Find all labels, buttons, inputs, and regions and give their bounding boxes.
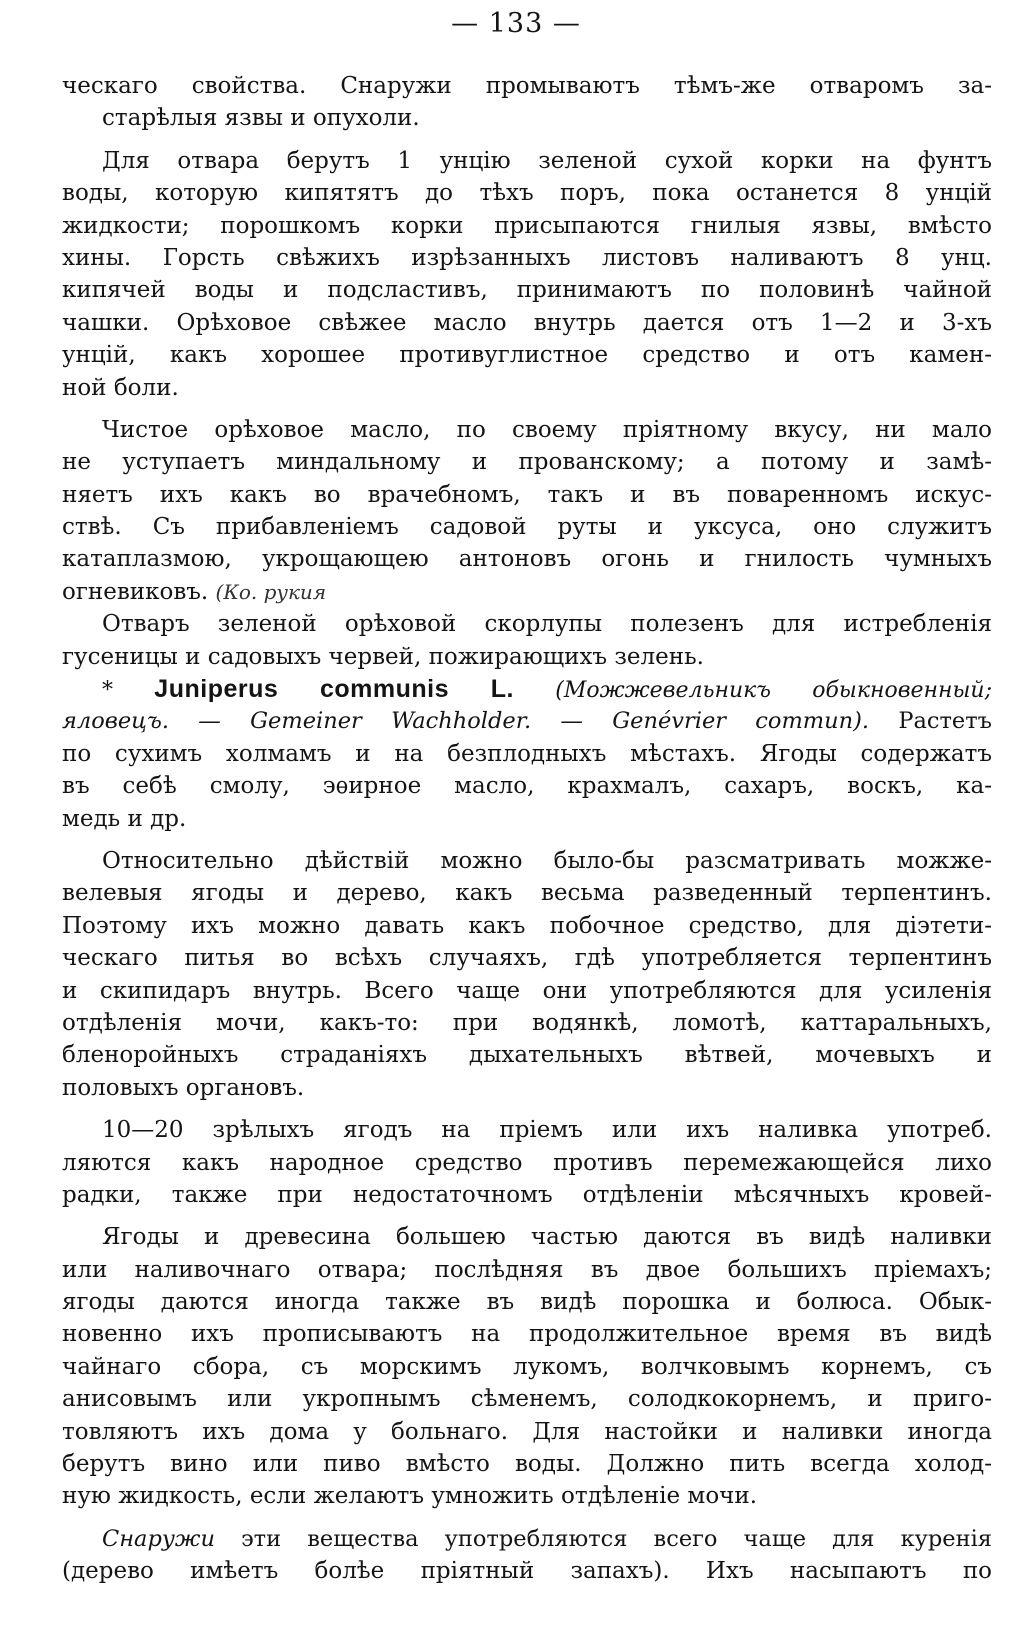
text-line: Для отвара берутъ 1 унцію зеленой сухой корки на фунтъ xyxy=(102,147,992,174)
paragraph xyxy=(62,845,992,1104)
species-synonyms: яловецъ. — Gemeiner Wachholder. — Genévrier commun). xyxy=(62,708,870,735)
handwritten-note: (Ко. рукия xyxy=(215,579,327,604)
text-line: ной боли. xyxy=(62,374,179,401)
text-line: Поэтому ихъ можно давать какъ побочное средство, для діэтети- xyxy=(62,912,992,939)
page-number: — 133 — xyxy=(451,8,581,39)
text-line xyxy=(62,705,992,737)
text-line: анисовымъ или укропнымъ сѣменемъ, солодкокорнемъ, и приго- xyxy=(62,1386,992,1413)
text-line: ческаго питья во всѣхъ случаяхъ, гдѣ употребляется терпентинъ xyxy=(62,945,992,972)
text-line: няетъ ихъ какъ во врачебномъ, такъ и въ поваренномъ искус- xyxy=(62,481,992,508)
text-line: радки, также при недостаточномъ отдѣленіи мѣсячныхъ кровей- xyxy=(62,1181,992,1208)
text-line xyxy=(62,1523,992,1555)
paragraph xyxy=(62,145,992,404)
line-text: Растетъ xyxy=(898,708,992,735)
text-line: Ягоды и древесина большею частью даются въ видѣ наливки xyxy=(102,1224,992,1251)
text-line: Относительно дѣйствій можно было-бы разсматривать можже- xyxy=(102,847,992,874)
paragraph xyxy=(62,1114,992,1211)
text-line: чайнаго сбора, съ морскимъ лукомъ, волчковымъ корнемъ, съ xyxy=(62,1353,992,1380)
text-line: воды, которую кипятятъ до тѣхъ поръ, пока останется 8 унцій xyxy=(62,180,992,207)
text-line: и скипидаръ внутрь. Всего чаще они употребляются для усиленія xyxy=(62,977,992,1004)
paragraph xyxy=(62,608,992,673)
text-line: хины. Горсть свѣжихъ изрѣзанныхъ листовъ наливаютъ 8 унц. xyxy=(62,244,992,271)
text-line: товляютъ ихъ дома у больнаго. Для настойки и наливки иногда xyxy=(62,1418,992,1445)
paragraph xyxy=(62,1221,992,1513)
text-line: кипячей воды и подсластивъ, принимаютъ по половинѣ чайной xyxy=(62,277,992,304)
text-line: катаплазмою, укрощающею антоновъ огонь и гнилость чумныхъ xyxy=(62,546,992,573)
asterisk-marker: * xyxy=(102,678,113,704)
text-line: половыхъ органовъ. xyxy=(62,1074,305,1101)
text-line: Чистое орѣховое масло, по своему пріятному вкусу, ни мало xyxy=(102,416,992,443)
text-line: унцій, какъ хорошее противуглистное средство и отъ камен- xyxy=(62,342,992,369)
text-line: или наливочнаго отвара; послѣдняя въ двое большихъ пріемахъ; xyxy=(62,1256,992,1283)
text-line xyxy=(62,576,992,608)
text-line: велевыя ягоды и дерево, какъ весьма разведенный терпентинъ. xyxy=(62,880,992,907)
paragraph xyxy=(62,414,992,608)
species-vernacular-name: (Можжевельникъ обыкновенный; xyxy=(555,678,992,704)
emphasis-word: Снаружи xyxy=(102,1525,215,1552)
text-line: Отваръ зеленой орѣховой скорлупы полезенъ для истребленія xyxy=(102,611,992,638)
text-line: ствѣ. Съ прибавленіемъ садовой руты и уксуса, оно служитъ xyxy=(62,514,992,541)
text-line: отдѣленія мочи, какъ-то: при водянкѣ, ломотѣ, каттаральныхъ, xyxy=(62,1009,992,1036)
text-line: по сухимъ холмамъ и на безплодныхъ мѣстахъ. Ягоды содержатъ xyxy=(62,740,992,767)
text-line: ную жидкость, если желаютъ умножить отдѣленіе мочи. xyxy=(62,1483,758,1510)
text-line: чашки. Орѣховое свѣжее масло внутрь дается отъ 1—2 и 3-хъ xyxy=(62,309,992,336)
line-text: огневиковъ. xyxy=(62,578,209,605)
text-line: старѣлыя язвы и опухоли. xyxy=(102,105,420,132)
paragraph xyxy=(62,1523,992,1588)
text-line: жидкости; порошкомъ корки присыпаются гнилыя язвы, вмѣсто xyxy=(62,212,992,239)
text-line: бленоройныхъ страданіяхъ дыхательныхъ вѣтвей, мочевыхъ и xyxy=(62,1042,992,1069)
text-line: ягоды даются иногда также въ видѣ порошка и болюса. Обык- xyxy=(62,1289,992,1316)
species-entry xyxy=(62,673,992,835)
text-line: въ себѣ смолу, эѳирное масло, крахмалъ, сахаръ, воскъ, ка- xyxy=(62,773,992,800)
species-heading-line xyxy=(62,673,992,705)
text-line: новенно ихъ прописываютъ на продолжительное время въ видѣ xyxy=(62,1321,992,1348)
text-line: ческаго свойства. Снаружи промываютъ тѣмъ-же отваромъ за- xyxy=(62,73,992,99)
paragraph xyxy=(62,70,992,135)
line-text: эти вещества употребляются всего чаще для куренія xyxy=(241,1525,992,1552)
text-line: ляются какъ народное средство противъ перемежающейся лихо xyxy=(62,1149,992,1176)
species-latin-name: Juniperus communis L. xyxy=(154,675,514,704)
text-line: 10—20 зрѣлыхъ ягодъ на пріемъ или ихъ наливка употреб. xyxy=(102,1117,992,1144)
text-line: (дерево имѣетъ болѣе пріятный запахъ). Ихъ насыпаютъ по xyxy=(62,1558,992,1585)
text-line: гусеницы и садовыхъ червей, пожирающихъ зелень. xyxy=(62,643,704,670)
text-line: не уступаетъ миндальному и прованскому; а потому и замѣ- xyxy=(62,449,992,476)
text-line: берутъ вино или пиво вмѣсто воды. Должно пить всегда холод- xyxy=(62,1451,992,1478)
page-text xyxy=(62,70,992,1588)
text-line: медь и др. xyxy=(62,805,187,832)
